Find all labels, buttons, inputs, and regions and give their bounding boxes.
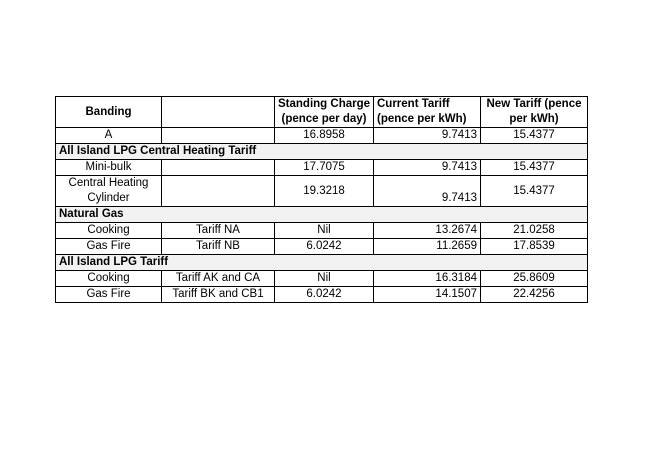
table-row (56, 287, 588, 303)
new-tariff-cell: 22.4256 (481, 287, 588, 303)
tariff-name-cell (162, 128, 275, 144)
current-tariff-cell: 13.2674 (374, 223, 481, 239)
banding-cell-line2: Cylinder (56, 191, 162, 207)
tariff-name-cell: Tariff NB (162, 239, 275, 255)
tariff-name-cell: Tariff AK and CA (162, 271, 275, 287)
banding-cell: Gas Fire (56, 287, 162, 303)
new-tariff-cell: 15.4377 (481, 128, 588, 144)
header-standing-charge-line1: Standing Charge (275, 97, 374, 113)
header-tariff-name (162, 97, 275, 128)
banding-cell: Cooking (56, 223, 162, 239)
standing-charge-cell: Nil (275, 271, 374, 287)
banding-cell: Gas Fire (56, 239, 162, 255)
tariff-name-cell: Tariff NA (162, 223, 275, 239)
tariff-table (55, 96, 588, 303)
header-row (56, 97, 588, 113)
header-new-tariff-line1: New Tariff (pence (481, 97, 588, 113)
current-tariff-cell: 9.7413 (374, 160, 481, 176)
table-row (56, 160, 588, 176)
table-row (56, 176, 588, 192)
standing-charge-cell: 19.3218 (275, 176, 374, 207)
tariff-name-cell (162, 176, 275, 207)
new-tariff-cell: 17.8539 (481, 239, 588, 255)
section-title: Natural Gas (56, 207, 588, 223)
current-tariff-cell: 16.3184 (374, 271, 481, 287)
table-row (56, 128, 588, 144)
section-header-natural-gas (56, 207, 588, 223)
banding-cell-line1: Central Heating (56, 176, 162, 192)
header-current-tariff-line2: (pence per kWh) (374, 112, 481, 128)
current-tariff-cell: 14.1507 (374, 287, 481, 303)
header-current-tariff-line1: Current Tariff (374, 97, 481, 113)
header-standing-charge-line2: (pence per day) (275, 112, 374, 128)
standing-charge-cell: 16.8958 (275, 128, 374, 144)
new-tariff-cell: 15.4377 (481, 176, 588, 207)
standing-charge-cell: 17.7075 (275, 160, 374, 176)
new-tariff-cell: 21.0258 (481, 223, 588, 239)
tariff-name-cell (162, 160, 275, 176)
standing-charge-cell: Nil (275, 223, 374, 239)
current-tariff-cell: 9.7413 (374, 128, 481, 144)
new-tariff-cell: 15.4377 (481, 160, 588, 176)
section-title: All Island LPG Central Heating Tariff (56, 144, 588, 160)
current-tariff-cell: 9.7413 (374, 176, 481, 207)
section-title: All Island LPG Tariff (56, 255, 588, 271)
current-tariff-cell: 11.2659 (374, 239, 481, 255)
header-new-tariff-line2: per kWh) (481, 112, 588, 128)
section-header-lpg-central-heating (56, 144, 588, 160)
standing-charge-cell: 6.0242 (275, 239, 374, 255)
tariff-name-cell: Tariff BK and CB1 (162, 287, 275, 303)
banding-cell: Mini-bulk (56, 160, 162, 176)
table-row (56, 223, 588, 239)
banding-cell: Cooking (56, 271, 162, 287)
table-row (56, 239, 588, 255)
new-tariff-cell: 25.8609 (481, 271, 588, 287)
banding-cell: A (56, 128, 162, 144)
table-row (56, 271, 588, 287)
header-banding: Banding (56, 97, 162, 128)
standing-charge-cell: 6.0242 (275, 287, 374, 303)
section-header-lpg (56, 255, 588, 271)
